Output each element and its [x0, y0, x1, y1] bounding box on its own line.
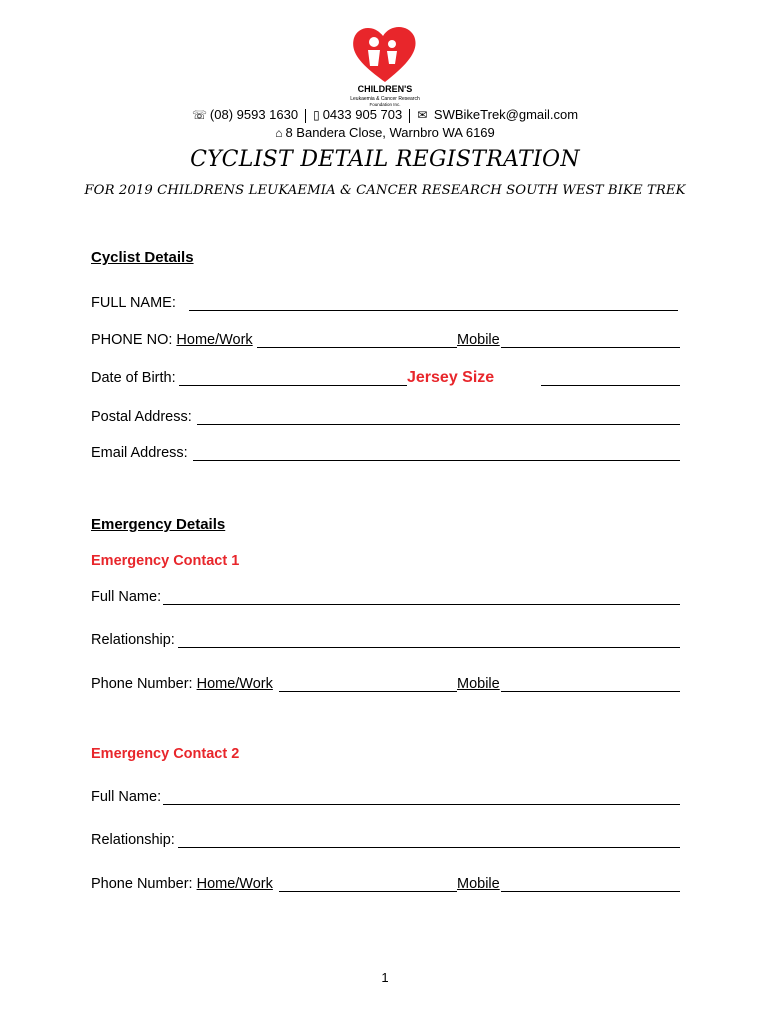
full-name-row	[91, 293, 680, 313]
full-name-field[interactable]	[189, 310, 678, 311]
heart-logo-icon	[330, 20, 440, 110]
ec1-relationship-label: Relationship:	[91, 632, 175, 648]
jersey-size-label: Jersey Size	[407, 369, 495, 386]
ec2-relationship-label: Relationship:	[91, 832, 175, 848]
ec2-home-work-label: Home/Work	[196, 876, 273, 892]
postal-row	[91, 407, 680, 427]
ec1-relationship-field[interactable]	[178, 647, 680, 648]
ec1-phone-row	[91, 674, 680, 694]
email-row	[91, 443, 680, 463]
foundation-logo	[330, 20, 440, 110]
mobile-label: Mobile	[457, 332, 500, 348]
page-number: 1	[381, 970, 389, 985]
email-address: SWBikeTrek@gmail.com	[433, 107, 579, 122]
ec1-mobile-label: Mobile	[457, 676, 500, 692]
full-name-label: FULL NAME:	[91, 295, 176, 311]
dob-label: Date of Birth:	[91, 370, 176, 386]
address-line	[0, 125, 770, 140]
cyclist-details-heading: Cyclist Details	[91, 249, 194, 266]
logo-title: CHILDREN'S	[357, 84, 413, 94]
divider	[409, 109, 410, 123]
phone-number: (08) 9593 1630	[209, 107, 299, 122]
postal-address: 8 Bandera Close, Warnbro WA 6169	[285, 125, 495, 140]
emergency-contact-2-heading: Emergency Contact 2	[91, 746, 240, 762]
ec2-relationship-field[interactable]	[178, 847, 680, 848]
ec2-relationship-row	[91, 830, 680, 850]
logo-subtitle-2: Foundation Inc.	[369, 102, 401, 107]
ec1-mobile-field[interactable]	[501, 691, 680, 692]
telephone-icon: ☏	[191, 108, 207, 122]
mobile-number: 0433 905 703	[322, 107, 403, 122]
contact-line	[0, 107, 770, 123]
home-work-label: Home/Work	[176, 332, 253, 348]
email-field[interactable]	[193, 460, 680, 461]
ec1-full-name-row	[91, 587, 680, 607]
ec1-phone-label: Phone Number: Home/Work	[91, 676, 273, 692]
emergency-details-heading: Emergency Details	[91, 516, 226, 533]
dob-row	[91, 368, 680, 388]
ec2-mobile-label: Mobile	[457, 876, 500, 892]
mobile-phone-icon: ▯	[313, 108, 320, 122]
email-label: Email Address:	[91, 445, 188, 461]
ec2-phone-row	[91, 874, 680, 894]
postal-label: Postal Address:	[91, 409, 192, 425]
ec2-full-name-row	[91, 787, 680, 807]
phone-label: PHONE NO: Home/Work	[91, 332, 253, 348]
logo-subtitle: Leukaemia & Cancer Research	[350, 96, 420, 102]
postal-field[interactable]	[197, 424, 680, 425]
jersey-size-field[interactable]	[541, 385, 680, 386]
ec2-home-work-field[interactable]	[279, 891, 457, 892]
ec2-full-name-label: Full Name:	[91, 789, 162, 805]
ec1-full-name-label: Full Name:	[91, 589, 162, 605]
page-title: CYCLIST DETAIL REGISTRATION	[190, 147, 580, 172]
ec2-phone-label: Phone Number: Home/Work	[91, 876, 273, 892]
mobile-phone-field[interactable]	[501, 347, 680, 348]
dob-field[interactable]	[179, 385, 407, 386]
ec1-full-name-field[interactable]	[163, 604, 680, 605]
ec1-home-work-label: Home/Work	[196, 676, 273, 692]
ec1-relationship-row	[91, 630, 680, 650]
ec2-mobile-field[interactable]	[501, 891, 680, 892]
envelope-icon: ✉	[417, 108, 428, 122]
phone-row	[91, 330, 680, 350]
emergency-contact-1-heading: Emergency Contact 1	[91, 553, 240, 569]
home-work-phone-field[interactable]	[257, 347, 457, 348]
ec2-full-name-field[interactable]	[163, 804, 680, 805]
page-subtitle: FOR 2019 CHILDRENS LEUKAEMIA & CANCER RESEARCH SOUTH WEST BIKE TREK	[84, 183, 686, 198]
mailbox-icon: ⌂	[275, 126, 283, 140]
ec1-home-work-field[interactable]	[279, 691, 457, 692]
divider	[305, 109, 306, 123]
